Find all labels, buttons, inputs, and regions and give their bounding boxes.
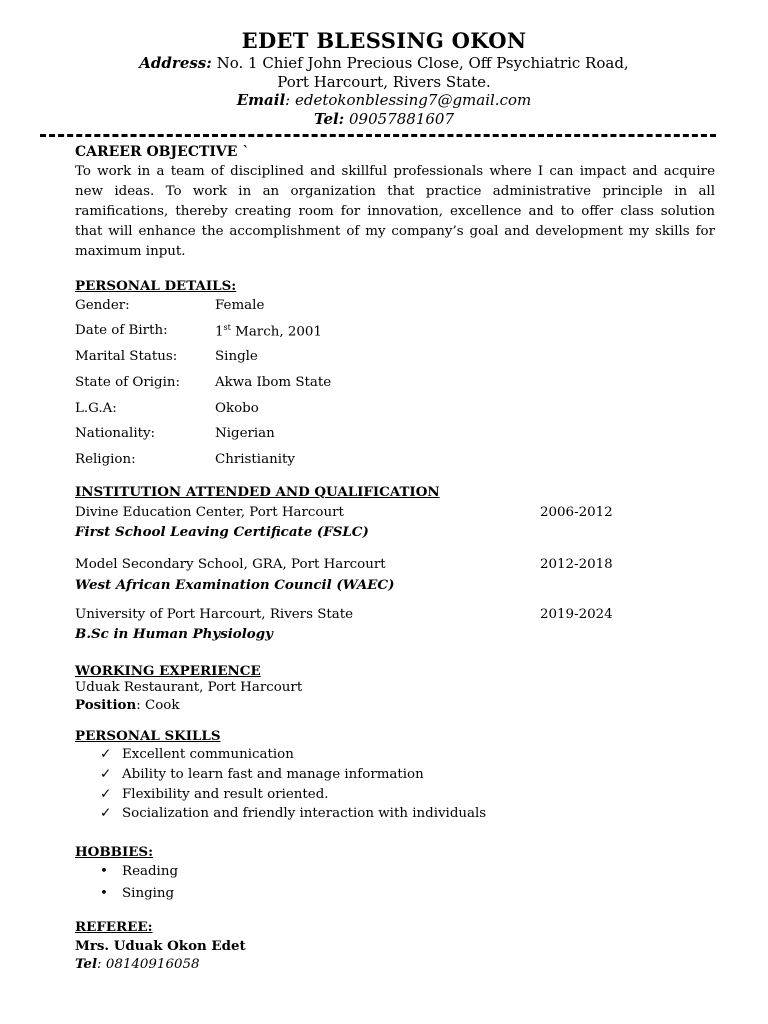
education-qualification-3: B.Sc in Human Physiology xyxy=(75,626,273,642)
dob-label: Date of Birth: xyxy=(75,323,168,338)
check-icon: ✓ xyxy=(100,747,112,762)
personal-details-heading: PERSONAL DETAILS: xyxy=(75,278,237,294)
bullet-icon: • xyxy=(100,886,108,901)
gender-value: Female xyxy=(215,298,265,313)
gender-label: Gender: xyxy=(75,298,130,313)
work-employer: Uduak Restaurant, Port Harcourt xyxy=(75,680,303,695)
referee-tel-value: : 08140916058 xyxy=(97,957,200,972)
address-label: Address: xyxy=(139,54,212,72)
state-of-origin-value: Akwa Ibom State xyxy=(215,375,332,390)
referee-tel-label: Tel xyxy=(75,956,98,972)
position-value: : Cook xyxy=(136,698,180,713)
hobby-item: Reading xyxy=(122,864,179,879)
nationality-value: Nigerian xyxy=(215,426,275,441)
position-label: Position xyxy=(75,697,137,713)
education-years-3: 2019-2024 xyxy=(540,607,613,622)
address-line-1 xyxy=(0,54,768,72)
nationality-label: Nationality: xyxy=(75,426,156,441)
education-school-2: Model Secondary School, GRA, Port Harcourt xyxy=(75,557,386,572)
header-divider xyxy=(40,134,716,137)
referee-tel xyxy=(75,956,200,972)
hobbies-heading: HOBBIES: xyxy=(75,844,154,860)
education-qualification-2: West African Examination Council (WAEC) xyxy=(75,577,395,593)
state-of-origin-label: State of Origin: xyxy=(75,375,181,390)
religion-label: Religion: xyxy=(75,452,136,467)
bullet-icon: • xyxy=(100,864,108,879)
skill-item: Socialization and friendly interaction with individuals xyxy=(122,806,487,821)
education-school-3: University of Port Harcourt, Rivers State xyxy=(75,607,354,622)
religion-value: Christianity xyxy=(215,452,295,467)
address-line-2: Port Harcourt, Rivers State. xyxy=(277,73,491,91)
hobby-item: Singing xyxy=(122,886,175,901)
education-heading: INSTITUTION ATTENDED AND QUALIFICATION xyxy=(75,484,440,500)
check-icon: ✓ xyxy=(100,767,112,782)
education-years-2: 2012-2018 xyxy=(540,557,613,572)
skill-item: Ability to learn fast and manage information xyxy=(122,767,424,782)
tel-value: 09057881607 xyxy=(349,110,454,128)
referee-name: Mrs. Uduak Okon Edet xyxy=(75,938,246,954)
career-objective-text: To work in a team of disciplined and skillful professionals where I can impact and acquire new ideas. To work in an organization that practice administrative principle in all ramifications, thereby creating room for innovation, excellence and to offer class solution that will enhance the accomplishment of my company’s goal and development my skills for maximum input. xyxy=(75,164,715,259)
career-objective-heading: CAREER OBJECTIVE ` xyxy=(75,144,250,160)
dob-value: 1st March, 2001 xyxy=(215,323,322,340)
lga-value: Okobo xyxy=(215,401,259,416)
email-value: : edetokonblessing7@gmail.com xyxy=(285,91,532,109)
resume-name: EDET BLESSING OKON xyxy=(241,28,527,53)
work-position xyxy=(75,697,179,713)
marital-status-value: Single xyxy=(215,349,258,364)
skill-item: Flexibility and result oriented. xyxy=(122,787,329,802)
lga-label: L.G.A: xyxy=(75,401,117,416)
referee-heading: REFEREE: xyxy=(75,919,153,935)
skills-heading: PERSONAL SKILLS xyxy=(75,728,221,744)
tel-label: Tel: xyxy=(314,110,345,128)
marital-status-label: Marital Status: xyxy=(75,349,178,364)
education-years-1: 2006-2012 xyxy=(540,505,613,520)
skill-item: Excellent communication xyxy=(122,747,294,762)
education-school-1: Divine Education Center, Port Harcourt xyxy=(75,505,344,520)
check-icon: ✓ xyxy=(100,787,112,802)
check-icon: ✓ xyxy=(100,806,112,821)
address-value-1: No. 1 Chief John Precious Close, Off Psychiatric Road, xyxy=(216,54,629,72)
email-label: Email xyxy=(236,91,286,109)
tel-line xyxy=(0,110,768,128)
email-line xyxy=(0,91,768,109)
education-qualification-1: First School Leaving Certificate (FSLC) xyxy=(75,524,369,540)
work-heading: WORKING EXPERIENCE xyxy=(75,663,261,679)
